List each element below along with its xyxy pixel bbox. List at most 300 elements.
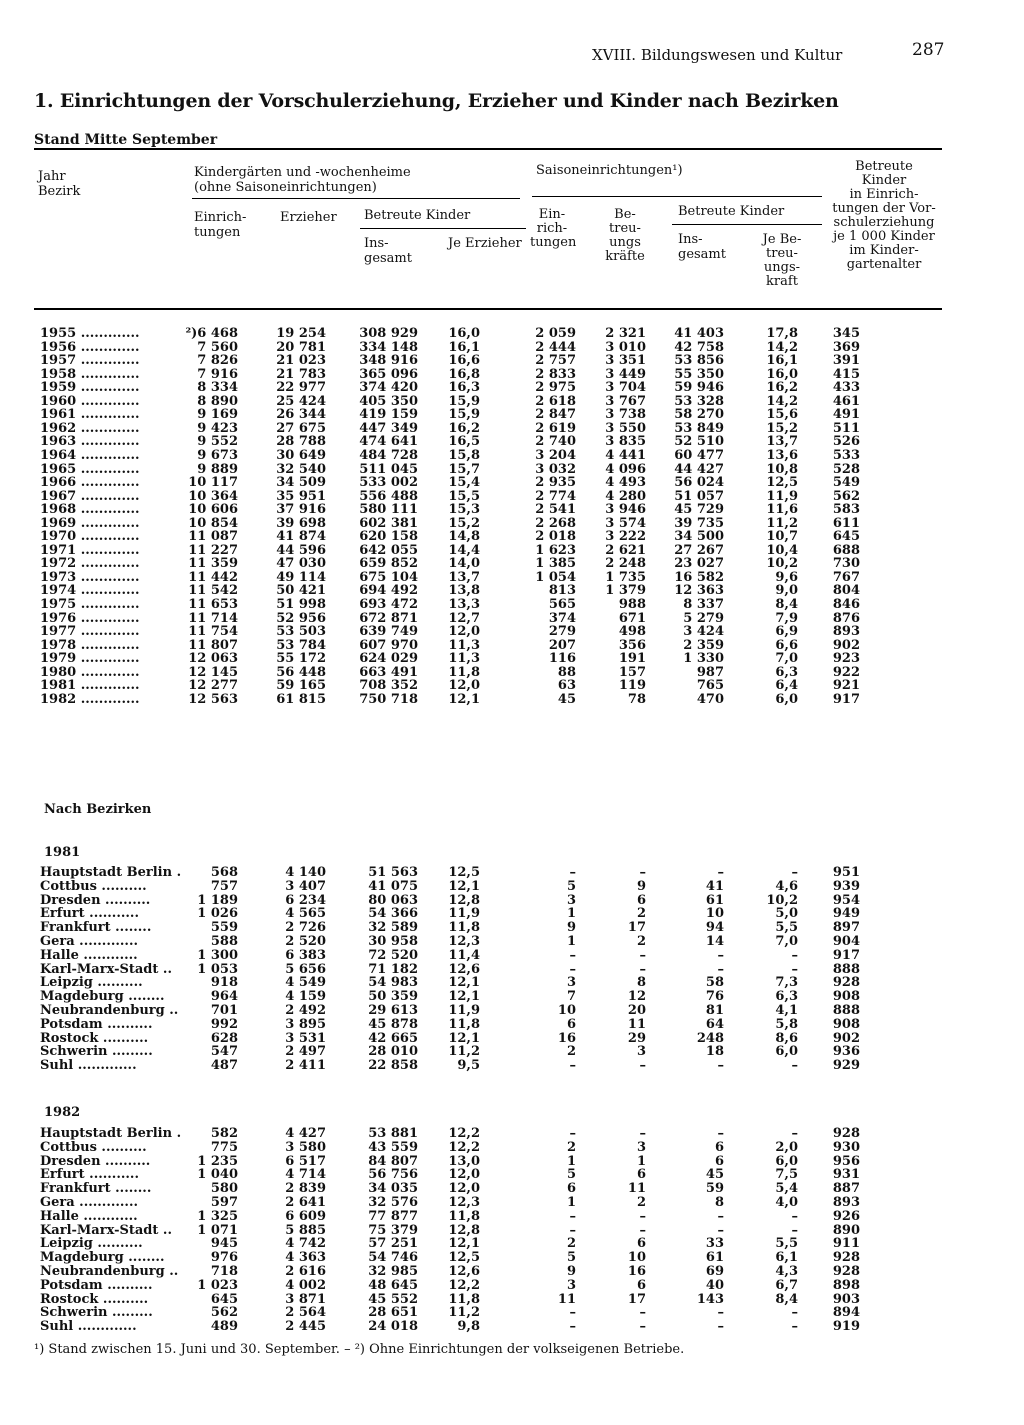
- je-betreuungskraft-cell: –: [791, 947, 798, 963]
- betreuungskraefte-cell: –: [639, 1058, 646, 1074]
- betreuungskraefte-cell: 3 767: [605, 393, 646, 409]
- header-erzieher: Erzieher: [280, 210, 337, 225]
- je-betreuungskraft-cell: 6,6: [775, 637, 798, 653]
- quote-cell: 888: [832, 1003, 860, 1018]
- label-cell: 1967 .............: [40, 489, 140, 504]
- betreuungskraefte-cell: 356: [618, 637, 646, 653]
- header-betreuungskraefte-4: kräfte: [605, 249, 645, 264]
- je-betreuungskraft-cell: 16,2: [766, 380, 798, 396]
- je-betreuungskraft-cell: 15,2: [766, 420, 798, 436]
- je-erzieher-cell: 16,0: [448, 326, 480, 341]
- table-row: [0, 1141, 1024, 1155]
- betreuungskraefte-cell: 11: [627, 1016, 646, 1032]
- je-erzieher-cell: 12,2: [448, 1277, 480, 1293]
- header-s-einrichtungen-2: rich-: [536, 221, 568, 236]
- je-betreuungskraft-cell: 12,5: [766, 475, 798, 491]
- betreute-insgesamt-cell: 53 881: [368, 1126, 418, 1141]
- table-row: [0, 1210, 1024, 1224]
- label-cell: 1980 .............: [40, 665, 140, 680]
- saison-betreute-cell: 16 582: [674, 569, 724, 585]
- header-kindergaerten: Kindergärten und -wochenheime: [194, 165, 411, 180]
- erzieher-cell: 32 540: [276, 461, 326, 477]
- header-je-betreuungskraft-4: kraft: [766, 274, 798, 289]
- saison-betreute-cell: 27 267: [674, 542, 724, 558]
- label-cell: Schwerin .........: [40, 1306, 153, 1321]
- je-betreuungskraft-cell: 6,9: [775, 624, 798, 640]
- header-bezirk: Bezirk: [38, 184, 81, 199]
- betreute-insgesamt-cell: 51 563: [368, 865, 418, 880]
- saison-betreute-cell: 42 758: [674, 339, 724, 355]
- quote-cell: 911: [832, 1236, 860, 1252]
- betreuungskraefte-cell: 17: [627, 920, 646, 936]
- saison-betreute-cell: 10: [705, 906, 724, 922]
- label-cell: 1982 .............: [40, 692, 140, 707]
- saison-einrichtungen-cell: 1 623: [535, 542, 576, 558]
- einrichtungen-cell: 11 227: [188, 542, 238, 558]
- betreuungskraefte-cell: 6: [636, 892, 646, 908]
- saison-betreute-cell: 248: [696, 1030, 724, 1046]
- je-erzieher-cell: 13,8: [448, 583, 480, 599]
- betreute-insgesamt-cell: 29 613: [368, 1003, 418, 1018]
- header-insgesamt-2: gesamt: [364, 251, 412, 266]
- betreuungskraefte-cell: –: [639, 1126, 646, 1141]
- table-row: [0, 625, 1024, 639]
- label-cell: 1957 .............: [40, 354, 140, 369]
- einrichtungen-cell: 10 606: [188, 502, 238, 518]
- einrichtungen-cell: 11 087: [188, 529, 238, 545]
- einrichtungen-cell: 1 325: [197, 1208, 238, 1224]
- erzieher-cell: 26 344: [276, 407, 326, 423]
- header-quote-7: im Kinder-: [849, 243, 919, 258]
- label-cell: Rostock ..........: [40, 1031, 149, 1046]
- erzieher-cell: 6 234: [285, 892, 326, 908]
- erzieher-cell: 53 503: [276, 624, 326, 640]
- einrichtungen-cell: 487: [210, 1058, 238, 1074]
- saison-betreute-cell: –: [717, 1305, 724, 1321]
- erzieher-cell: 21 783: [276, 366, 326, 382]
- je-betreuungskraft-cell: 14,2: [766, 393, 798, 409]
- je-betreuungskraft-cell: –: [791, 865, 798, 880]
- section-year-1982: 1982: [44, 1105, 81, 1120]
- betreute-insgesamt-cell: 659 852: [359, 556, 418, 572]
- table-row: [0, 463, 1024, 477]
- header-top-rule: [34, 148, 942, 150]
- je-erzieher-cell: 11,2: [448, 1044, 480, 1060]
- table-row: [0, 1224, 1024, 1238]
- label-cell: 1962 .............: [40, 421, 140, 436]
- table-row: [0, 584, 1024, 598]
- je-erzieher-cell: 16,1: [448, 339, 480, 355]
- betreuungskraefte-cell: 3 835: [605, 434, 646, 450]
- betreuungskraefte-cell: 17: [627, 1291, 646, 1307]
- quote-cell: 921: [832, 678, 860, 694]
- table-row: [0, 1168, 1024, 1182]
- einrichtungen-cell: 562: [210, 1305, 238, 1321]
- erzieher-cell: 2 492: [285, 1003, 326, 1018]
- quote-cell: 804: [832, 583, 860, 599]
- erzieher-cell: 27 675: [276, 420, 326, 436]
- table-row: [0, 381, 1024, 395]
- footnote: ¹) Stand zwischen 15. Juni und 30. September. – ²) Ohne Einrichtungen der volkseigenen Betriebe.: [34, 1342, 685, 1357]
- erzieher-cell: 2 564: [285, 1305, 326, 1321]
- saison-betreute-cell: –: [717, 1208, 724, 1224]
- table-title: 1. Einrichtungen der Vorschulerziehung, Erzieher und Kinder nach Bezirken: [34, 90, 839, 112]
- betreuungskraefte-cell: 157: [618, 664, 646, 680]
- kg-betreute-rule: [360, 228, 526, 229]
- betreuungskraefte-cell: 3 704: [605, 380, 646, 396]
- betreute-insgesamt-cell: 28 651: [368, 1305, 418, 1321]
- erzieher-cell: 2 641: [285, 1195, 326, 1210]
- saison-einrichtungen-cell: 2 059: [535, 326, 576, 341]
- saison-betreute-cell: 1 330: [683, 651, 724, 667]
- saison-betreute-cell: 61: [705, 892, 724, 908]
- je-erzieher-cell: 9,5: [457, 1058, 480, 1074]
- erzieher-cell: 19 254: [276, 326, 326, 341]
- betreuungskraefte-cell: 4 096: [605, 461, 646, 477]
- header-je-erzieher: Je Erzieher: [448, 236, 522, 251]
- table-row: [0, 894, 1024, 908]
- saison-group-rule: [532, 196, 822, 197]
- betreuungskraefte-cell: 12: [627, 989, 646, 1005]
- je-erzieher-cell: 12,8: [448, 892, 480, 908]
- erzieher-cell: 4 565: [285, 906, 326, 922]
- table-row: [0, 354, 1024, 368]
- je-erzieher-cell: 12,1: [448, 1236, 480, 1252]
- einrichtungen-cell: 1 023: [197, 1277, 238, 1293]
- erzieher-cell: 52 956: [276, 610, 326, 626]
- saison-einrichtungen-cell: –: [569, 1319, 576, 1335]
- einrichtungen-cell: 11 714: [188, 610, 238, 626]
- saison-betreute-cell: 33: [705, 1236, 724, 1252]
- je-betreuungskraft-cell: 5,0: [775, 906, 798, 922]
- quote-cell: 930: [832, 1139, 860, 1155]
- einrichtungen-cell: 992: [210, 1016, 238, 1032]
- label-cell: 1964 .............: [40, 448, 140, 463]
- label-cell: Karl-Marx-Stadt ..: [40, 1223, 172, 1238]
- table-row: [0, 612, 1024, 626]
- je-erzieher-cell: 14,4: [448, 542, 480, 558]
- einrichtungen-cell: 9 423: [197, 420, 238, 436]
- je-betreuungskraft-cell: 4,6: [775, 878, 798, 894]
- table-row: [0, 1059, 1024, 1073]
- betreute-insgesamt-cell: 405 350: [359, 393, 418, 409]
- quote-cell: 929: [832, 1058, 860, 1074]
- label-cell: Frankfurt ........: [40, 1182, 152, 1197]
- quote-cell: 936: [832, 1044, 860, 1060]
- erzieher-cell: 5 656: [285, 961, 326, 977]
- betreuungskraefte-cell: 3 449: [605, 366, 646, 382]
- header-quote-5: schulerziehung: [833, 215, 935, 230]
- saison-einrichtungen-cell: 2 619: [535, 420, 576, 436]
- saison-einrichtungen-cell: 2 618: [535, 393, 576, 409]
- betreute-insgesamt-cell: 41 075: [368, 878, 418, 894]
- betreute-insgesamt-cell: 580 111: [359, 502, 418, 518]
- betreuungskraefte-cell: 191: [618, 651, 646, 667]
- quote-cell: 923: [832, 651, 860, 667]
- einrichtungen-cell: 1 026: [197, 906, 238, 922]
- je-betreuungskraft-cell: 11,2: [766, 515, 798, 531]
- header-saisoneinrichtungen: Saisoneinrichtungen¹): [536, 163, 683, 178]
- je-erzieher-cell: 12,2: [448, 1126, 480, 1141]
- label-cell: 1960 .............: [40, 394, 140, 409]
- einrichtungen-cell: 918: [210, 975, 238, 991]
- einrichtungen-cell: 12 563: [188, 691, 238, 707]
- je-erzieher-cell: 12,6: [448, 961, 480, 977]
- einrichtungen-cell: 9 889: [197, 461, 238, 477]
- erzieher-cell: 2 497: [285, 1044, 326, 1060]
- label-cell: Suhl .............: [40, 1320, 137, 1335]
- saison-betreute-cell: 59: [705, 1181, 724, 1197]
- label-cell: Schwerin .........: [40, 1045, 153, 1060]
- erzieher-cell: 6 517: [285, 1153, 326, 1169]
- saison-betreute-cell: 59 946: [674, 380, 724, 396]
- header-je-betreuungskraft: Je Be-: [762, 232, 802, 247]
- table-row: [0, 517, 1024, 531]
- erzieher-cell: 61 815: [276, 691, 326, 707]
- je-erzieher-cell: 12,0: [448, 1167, 480, 1183]
- label-cell: Hauptstadt Berlin .: [40, 866, 182, 880]
- saison-einrichtungen-cell: –: [569, 961, 576, 977]
- label-cell: Suhl .............: [40, 1059, 137, 1074]
- je-betreuungskraft-cell: 6,3: [775, 664, 798, 680]
- je-erzieher-cell: 12,5: [448, 1250, 480, 1266]
- einrichtungen-cell: 701: [210, 1003, 238, 1018]
- table-row: [0, 422, 1024, 436]
- erzieher-cell: 3 407: [285, 878, 326, 894]
- table-row: [0, 1032, 1024, 1046]
- erzieher-cell: 22 977: [276, 380, 326, 396]
- section-nach-bezirken: Nach Bezirken: [44, 802, 152, 817]
- erzieher-cell: 41 874: [276, 529, 326, 545]
- quote-cell: 528: [832, 461, 860, 477]
- label-cell: Frankfurt ........: [40, 921, 152, 936]
- quote-cell: 730: [832, 556, 860, 572]
- betreute-insgesamt-cell: 54 983: [368, 975, 418, 991]
- saison-betreute-cell: 51 057: [674, 488, 724, 504]
- header-s-insgesamt-2: gesamt: [678, 247, 726, 262]
- je-betreuungskraft-cell: 6,0: [775, 691, 798, 707]
- label-cell: 1972 .............: [40, 557, 140, 572]
- label-cell: Halle ............: [40, 1209, 138, 1224]
- betreute-insgesamt-cell: 334 148: [359, 339, 418, 355]
- saison-betreute-cell: 53 328: [674, 393, 724, 409]
- je-erzieher-cell: 15,9: [448, 407, 480, 423]
- label-cell: Erfurt ...........: [40, 907, 139, 922]
- table-row: [0, 1320, 1024, 1334]
- saison-einrichtungen-cell: 279: [548, 624, 576, 640]
- je-erzieher-cell: 15,2: [448, 515, 480, 531]
- einrichtungen-cell: 7 826: [197, 353, 238, 369]
- header-s-einrichtungen-3: tungen: [530, 235, 577, 250]
- saison-einrichtungen-cell: 374: [548, 610, 576, 626]
- header-s-insgesamt: Ins-: [678, 232, 703, 247]
- quote-cell: 369: [832, 339, 860, 355]
- erzieher-cell: 4 742: [285, 1236, 326, 1252]
- je-betreuungskraft-cell: –: [791, 1126, 798, 1141]
- betreute-insgesamt-cell: 374 420: [359, 380, 418, 396]
- betreute-insgesamt-cell: 77 877: [368, 1208, 418, 1224]
- einrichtungen-cell: 582: [210, 1126, 238, 1141]
- label-cell: 1963 .............: [40, 435, 140, 450]
- quote-cell: 893: [832, 1195, 860, 1210]
- table-row: [0, 435, 1024, 449]
- je-erzieher-cell: 11,8: [448, 1291, 480, 1307]
- header-je-betreuungskraft-3: ungs-: [763, 260, 801, 275]
- je-betreuungskraft-cell: 17,8: [766, 326, 798, 341]
- label-cell: Erfurt ...........: [40, 1168, 139, 1183]
- saison-einrichtungen-cell: 11: [557, 1291, 576, 1307]
- label-cell: 1971 .............: [40, 543, 140, 558]
- saison-betreute-cell: 94: [705, 920, 724, 936]
- label-cell: Gera .............: [40, 935, 139, 949]
- betreuungskraefte-cell: 2: [636, 934, 646, 949]
- einrichtungen-cell: 775: [210, 1139, 238, 1155]
- table-row: [0, 1279, 1024, 1293]
- table-row: [0, 976, 1024, 990]
- einrichtungen-cell: 7 560: [197, 339, 238, 355]
- saison-betreute-cell: –: [717, 947, 724, 963]
- je-betreuungskraft-cell: 16,0: [766, 366, 798, 382]
- betreute-insgesamt-cell: 663 491: [359, 664, 418, 680]
- label-cell: 1969 .............: [40, 516, 140, 531]
- betreuungskraefte-cell: 988: [618, 597, 646, 612]
- je-erzieher-cell: 12,1: [448, 878, 480, 894]
- table-row: [0, 1293, 1024, 1307]
- betreuungskraefte-cell: 78: [627, 691, 646, 707]
- label-cell: Rostock ..........: [40, 1292, 149, 1307]
- saison-einrichtungen-cell: 6: [566, 1016, 576, 1032]
- je-erzieher-cell: 12,1: [448, 691, 480, 707]
- table-row: [0, 1182, 1024, 1196]
- je-betreuungskraft-cell: 16,1: [766, 353, 798, 369]
- saison-betreute-cell: 64: [705, 1016, 724, 1032]
- quote-cell: 917: [832, 691, 860, 707]
- betreute-insgesamt-cell: 365 096: [359, 366, 418, 382]
- quote-cell: 583: [832, 502, 860, 518]
- saison-einrichtungen-cell: 3 032: [535, 461, 576, 477]
- betreuungskraefte-cell: 3 574: [605, 515, 646, 531]
- je-betreuungskraft-cell: 6,0: [775, 1044, 798, 1060]
- einrichtungen-cell: 1 300: [197, 947, 238, 963]
- betreuungskraefte-cell: 3 222: [605, 529, 646, 545]
- betreuungskraefte-cell: 9: [636, 878, 646, 894]
- einrichtungen-cell: 11 653: [188, 597, 238, 612]
- je-betreuungskraft-cell: 6,3: [775, 989, 798, 1005]
- einrichtungen-cell: 628: [210, 1030, 238, 1046]
- einrichtungen-cell: 945: [210, 1236, 238, 1252]
- saison-einrichtungen-cell: 116: [548, 651, 576, 667]
- einrichtungen-cell: 580: [210, 1181, 238, 1197]
- betreute-insgesamt-cell: 511 045: [359, 461, 418, 477]
- einrichtungen-cell: 757: [210, 878, 238, 894]
- je-erzieher-cell: 12,0: [448, 624, 480, 640]
- quote-cell: 917: [832, 947, 860, 963]
- quote-cell: 890: [832, 1222, 860, 1238]
- quote-cell: 919: [832, 1319, 860, 1335]
- saison-einrichtungen-cell: 5: [566, 878, 576, 894]
- je-betreuungskraft-cell: 7,0: [775, 651, 798, 667]
- betreute-insgesamt-cell: 34 035: [368, 1181, 418, 1197]
- label-cell: 1955 .............: [40, 327, 140, 341]
- betreute-insgesamt-cell: 447 349: [359, 420, 418, 436]
- label-cell: Leipzig ..........: [40, 976, 143, 991]
- je-erzieher-cell: 16,8: [448, 366, 480, 382]
- saison-einrichtungen-cell: –: [569, 947, 576, 963]
- je-erzieher-cell: 16,5: [448, 434, 480, 450]
- saison-betreute-cell: 12 363: [674, 583, 724, 599]
- je-betreuungskraft-cell: 4,3: [775, 1264, 798, 1279]
- je-betreuungskraft-cell: 6,0: [775, 1153, 798, 1169]
- je-betreuungskraft-cell: –: [791, 1058, 798, 1074]
- saison-einrichtungen-cell: 1: [566, 934, 576, 949]
- betreute-insgesamt-cell: 50 359: [368, 989, 418, 1005]
- quote-cell: 549: [832, 475, 860, 491]
- betreute-insgesamt-cell: 484 728: [359, 447, 418, 463]
- quote-cell: 415: [832, 366, 860, 382]
- je-betreuungskraft-cell: 10,8: [766, 461, 798, 477]
- erzieher-cell: 28 788: [276, 434, 326, 450]
- betreute-insgesamt-cell: 32 985: [368, 1264, 418, 1279]
- saison-betreute-cell: 55 350: [674, 366, 724, 382]
- table-row: [0, 652, 1024, 666]
- saison-einrichtungen-cell: 3: [566, 975, 576, 991]
- je-erzieher-cell: 12,8: [448, 1222, 480, 1238]
- label-cell: Halle ............: [40, 948, 138, 963]
- label-cell: Neubrandenburg ..: [40, 1265, 179, 1279]
- quote-cell: 688: [832, 542, 860, 558]
- je-betreuungskraft-cell: 5,8: [775, 1016, 798, 1032]
- label-cell: Dresden ..........: [40, 1154, 151, 1169]
- erzieher-cell: 35 951: [276, 488, 326, 504]
- label-cell: Cottbus ..........: [40, 1140, 147, 1155]
- einrichtungen-cell: 8 334: [197, 380, 238, 396]
- saison-betreute-cell: 39 735: [674, 515, 724, 531]
- je-betreuungskraft-cell: –: [791, 1222, 798, 1238]
- label-cell: 1973 .............: [40, 570, 140, 585]
- je-betreuungskraft-cell: –: [791, 1208, 798, 1224]
- header-quote: Betreute: [855, 159, 913, 174]
- saison-einrichtungen-cell: 2: [566, 1139, 576, 1155]
- einrichtungen-cell: 559: [210, 920, 238, 936]
- header-einrichtungen: Einrich-: [194, 210, 247, 225]
- saison-einrichtungen-cell: –: [569, 865, 576, 880]
- betreuungskraefte-cell: 16: [627, 1264, 646, 1279]
- table-row: [0, 368, 1024, 382]
- quote-cell: 433: [832, 380, 860, 396]
- je-erzieher-cell: 12,1: [448, 1030, 480, 1046]
- label-cell: 1976 .............: [40, 611, 140, 626]
- saison-einrichtungen-cell: 2 774: [535, 488, 576, 504]
- betreuungskraefte-cell: –: [639, 961, 646, 977]
- quote-cell: 767: [832, 569, 860, 585]
- betreute-insgesamt-cell: 56 756: [368, 1167, 418, 1183]
- betreute-insgesamt-cell: 54 366: [368, 906, 418, 922]
- saison-einrichtungen-cell: 2 975: [535, 380, 576, 396]
- einrichtungen-cell: 9 673: [197, 447, 238, 463]
- betreuungskraefte-cell: 671: [618, 610, 646, 626]
- einrichtungen-cell: ²)6 468: [185, 326, 238, 341]
- je-erzieher-cell: 15,7: [448, 461, 480, 477]
- erzieher-cell: 39 698: [276, 515, 326, 531]
- betreuungskraefte-cell: –: [639, 1222, 646, 1238]
- erzieher-cell: 3 895: [285, 1016, 326, 1032]
- je-betreuungskraft-cell: –: [791, 1305, 798, 1321]
- label-cell: 1965 .............: [40, 462, 140, 477]
- header-bottom-rule: [34, 308, 942, 310]
- je-betreuungskraft-cell: –: [791, 961, 798, 977]
- einrichtungen-cell: 11 542: [188, 583, 238, 599]
- einrichtungen-cell: 9 169: [197, 407, 238, 423]
